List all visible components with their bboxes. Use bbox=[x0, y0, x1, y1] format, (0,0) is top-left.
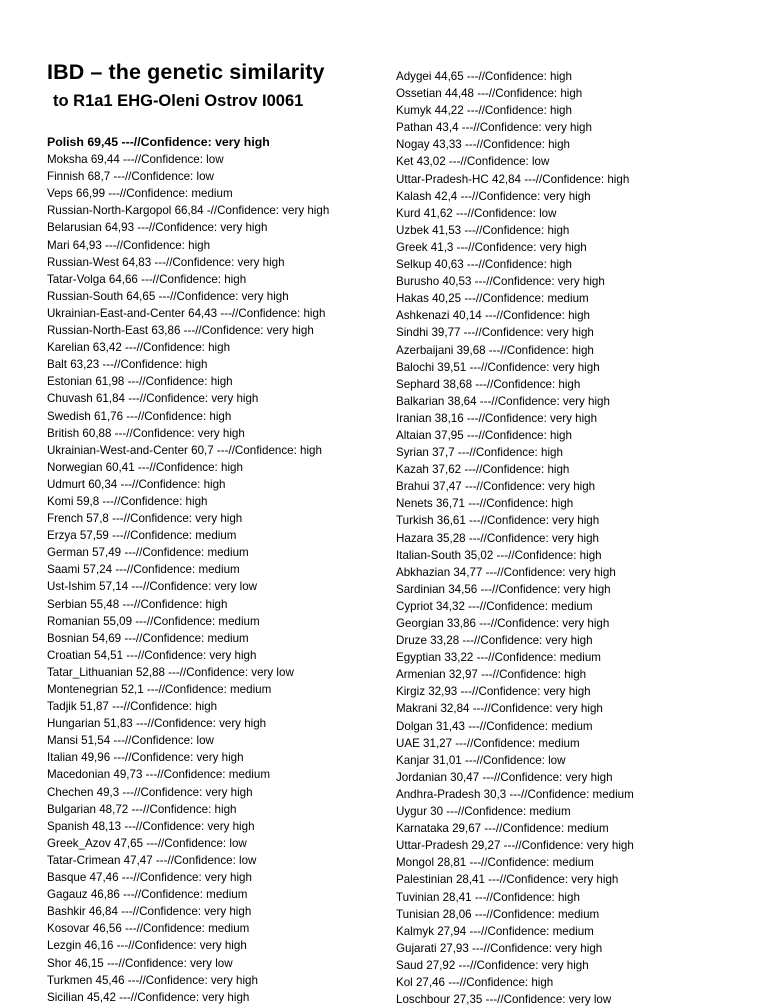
list-item: Russian-South 64,65 ---//Confidence: very high bbox=[47, 289, 289, 303]
list-item: Egyptian 33,22 ---//Confidence: medium bbox=[396, 651, 601, 665]
list-item: Syrian 37,7 ---//Confidence: high bbox=[396, 446, 563, 460]
list-item: Tatar_Lithuanian 52,88 ---//Confidence: very low bbox=[47, 665, 294, 679]
list-item: Romanian 55,09 ---//Confidence: medium bbox=[47, 614, 260, 628]
list-item: Finnish 68,7 ---//Confidence: low bbox=[47, 170, 214, 184]
list-item: Tatar-Volga 64,66 ---//Confidence: high bbox=[47, 272, 247, 286]
list-item: Abkhazian 34,77 ---//Confidence: very high bbox=[396, 565, 616, 579]
list-item: Adygei 44,65 ---//Confidence: high bbox=[396, 70, 572, 83]
list-item: Sindhi 39,77 ---//Confidence: very high bbox=[396, 326, 594, 340]
list-item: Moksha 69,44 ---//Confidence: low bbox=[47, 153, 224, 167]
list-item: Palestinian 28,41 ---//Confidence: very high bbox=[396, 873, 619, 887]
list-item: Loschbour 27,35 ---//Confidence: very low bbox=[396, 993, 612, 1007]
list-item: Italian-South 35,02 ---//Confidence: high bbox=[396, 548, 602, 562]
list-item: Pathan 43,4 ---//Confidence: very high bbox=[396, 121, 592, 135]
list-item: Ashkenazi 40,14 ---//Confidence: high bbox=[396, 309, 590, 323]
list-item: Kosovar 46,56 ---//Confidence: medium bbox=[47, 922, 250, 936]
list-item: Karelian 63,42 ---//Confidence: high bbox=[47, 341, 231, 355]
list-item: Chechen 49,3 ---//Confidence: very high bbox=[47, 785, 253, 799]
list-item: Russian-North-Kargopol 66,84 -//Confidence: very high bbox=[47, 204, 330, 218]
list-item: Greek 41,3 ---//Confidence: very high bbox=[396, 240, 587, 254]
list-item: Kirgiz 32,93 ---//Confidence: very high bbox=[396, 685, 591, 699]
list-item: Belarusian 64,93 ---//Confidence: very high bbox=[47, 221, 268, 235]
list-item: Bashkir 46,84 ---//Confidence: very high bbox=[47, 905, 252, 919]
list-item: Uzbek 41,53 ---//Confidence: high bbox=[396, 223, 570, 237]
list-item: Tadjik 51,87 ---//Confidence: high bbox=[47, 700, 218, 714]
list-item: Shor 46,15 ---//Confidence: very low bbox=[47, 956, 233, 970]
list-item: Kalash 42,4 ---//Confidence: very high bbox=[396, 189, 591, 203]
list-item: Hakas 40,25 ---//Confidence: medium bbox=[396, 292, 589, 306]
list-item: Mongol 28,81 ---//Confidence: medium bbox=[396, 856, 594, 870]
list-item: Turkmen 45,46 ---//Confidence: very high bbox=[47, 973, 258, 987]
list-item: Bulgarian 48,72 ---//Confidence: high bbox=[47, 802, 237, 816]
list-item: Serbian 55,48 ---//Confidence: high bbox=[47, 597, 228, 611]
page-title: IBD – the genetic similarity bbox=[47, 60, 325, 84]
list-item: Ukrainian-East-and-Center 64,43 ---//Confidence: high bbox=[47, 306, 326, 320]
list-item: Kalmyk 27,94 ---//Confidence: medium bbox=[396, 924, 594, 938]
list-item: Kol 27,46 ---//Confidence: high bbox=[396, 975, 554, 989]
list-item: Mari 64,93 ---//Confidence: high bbox=[47, 238, 211, 252]
list-item: Ukrainian-West-and-Center 60,7 ---//Confidence: high bbox=[47, 443, 322, 457]
list-item: Macedonian 49,73 ---//Confidence: medium bbox=[47, 768, 270, 782]
list-item: French 57,8 ---//Confidence: very high bbox=[47, 512, 243, 526]
list-item: Selkup 40,63 ---//Confidence: high bbox=[396, 258, 572, 272]
list-item: Bosnian 54,69 ---//Confidence: medium bbox=[47, 631, 249, 645]
list-item: Croatian 54,51 ---//Confidence: very high bbox=[47, 648, 257, 662]
list-item: Balochi 39,51 ---//Confidence: very high bbox=[396, 360, 600, 374]
list-item: Erzya 57,59 ---//Confidence: medium bbox=[47, 529, 237, 543]
list-item: Georgian 33,86 ---//Confidence: very high bbox=[396, 617, 610, 630]
list-item: Kazah 37,62 ---//Confidence: high bbox=[396, 463, 570, 477]
list-item: Cypriot 34,32 ---//Confidence: medium bbox=[396, 599, 593, 613]
list-item: Uygur 30 ---//Confidence: medium bbox=[396, 805, 571, 819]
list-item: Spanish 48,13 ---//Confidence: very high bbox=[47, 819, 255, 833]
list-item: Balkarian 38,64 ---//Confidence: very high bbox=[396, 394, 610, 408]
list-item: Iranian 38,16 ---//Confidence: very high bbox=[396, 411, 598, 425]
list-item: Veps 66,99 ---//Confidence: medium bbox=[47, 187, 233, 201]
list-item: Sicilian 45,42 ---//Confidence: very high bbox=[47, 990, 250, 1004]
list-item: Tatar-Crimean 47,47 ---//Confidence: low bbox=[47, 853, 257, 867]
list-item: Altaian 37,95 ---//Confidence: high bbox=[396, 428, 572, 442]
list-item: Brahui 37,47 ---//Confidence: very high bbox=[396, 480, 596, 494]
list-item: Turkish 36,61 ---//Confidence: very high bbox=[396, 514, 600, 528]
list-item: Estonian 61,98 ---//Confidence: high bbox=[47, 375, 233, 389]
list-item: Sardinian 34,56 ---//Confidence: very high bbox=[396, 582, 611, 596]
list-item: Udmurt 60,34 ---//Confidence: high bbox=[47, 477, 226, 491]
list-item: Tunisian 28,06 ---//Confidence: medium bbox=[396, 907, 600, 921]
list-item: Mansi 51,54 ---//Confidence: low bbox=[47, 734, 214, 748]
right-population-list bbox=[396, 68, 634, 1008]
list-item: Chuvash 61,84 ---//Confidence: very high bbox=[47, 392, 259, 406]
list-item: Sephard 38,68 ---//Confidence: high bbox=[396, 377, 581, 391]
list-item: Gujarati 27,93 ---//Confidence: very high bbox=[396, 941, 603, 955]
list-item: Russian-West 64,83 ---//Confidence: very high bbox=[47, 255, 285, 269]
list-item: German 57,49 ---//Confidence: medium bbox=[47, 546, 249, 560]
list-item: Lezgin 46,16 ---//Confidence: very high bbox=[47, 939, 247, 953]
list-item: Burusho 40,53 ---//Confidence: very high bbox=[396, 275, 605, 289]
list-item: Andhra-Pradesh 30,3 ---//Confidence: medium bbox=[396, 787, 634, 801]
list-item: Uttar-Pradesh 29,27 ---//Confidence: very high bbox=[396, 839, 634, 853]
list-item: Gagauz 46,86 ---//Confidence: medium bbox=[47, 888, 248, 902]
list-item: Ossetian 44,48 ---//Confidence: high bbox=[396, 87, 583, 101]
list-item: Azerbaijani 39,68 ---//Confidence: high bbox=[396, 343, 594, 357]
list-item: Balt 63,23 ---//Confidence: high bbox=[47, 358, 208, 372]
list-item: Dolgan 31,43 ---//Confidence: medium bbox=[396, 719, 593, 733]
list-item: Armenian 32,97 ---//Confidence: high bbox=[396, 668, 587, 682]
list-item: Montenegrian 52,1 ---//Confidence: medium bbox=[47, 683, 272, 696]
list-item: British 60,88 ---//Confidence: very high bbox=[47, 426, 245, 440]
list-item: Jordanian 30,47 ---//Confidence: very high bbox=[396, 770, 613, 784]
list-item: Komi 59,8 ---//Confidence: high bbox=[47, 494, 208, 508]
list-item: Hazara 35,28 ---//Confidence: very high bbox=[396, 531, 599, 545]
list-item: Polish 69,45 ---//Confidence: very high bbox=[47, 135, 270, 149]
list-item: UAE 31,27 ---//Confidence: medium bbox=[396, 736, 580, 750]
page-subtitle: to R1a1 EHG-Oleni Ostrov I0061 bbox=[53, 92, 304, 110]
list-item: Nenets 36,71 ---//Confidence: high bbox=[396, 497, 574, 511]
list-item: Karnataka 29,67 ---//Confidence: medium bbox=[396, 822, 609, 836]
list-item: Saud 27,92 ---//Confidence: very high bbox=[396, 958, 589, 972]
list-item: Basque 47,46 ---//Confidence: very high bbox=[47, 871, 252, 885]
list-item: Ket 43,02 ---//Confidence: low bbox=[396, 155, 550, 169]
list-item: Russian-North-East 63,86 ---//Confidence: very high bbox=[47, 324, 314, 338]
list-item: Tuvinian 28,41 ---//Confidence: high bbox=[396, 890, 580, 904]
list-item: Nogay 43,33 ---//Confidence: high bbox=[396, 138, 571, 152]
list-item: Saami 57,24 ---//Confidence: medium bbox=[47, 563, 240, 577]
list-item: Kumyk 44,22 ---//Confidence: high bbox=[396, 104, 572, 118]
list-item: Druze 33,28 ---//Confidence: very high bbox=[396, 634, 593, 648]
list-item: Hungarian 51,83 ---//Confidence: very high bbox=[47, 717, 267, 731]
list-item: Greek_Azov 47,65 ---//Confidence: low bbox=[47, 836, 247, 850]
list-item: Norwegian 60,41 ---//Confidence: high bbox=[47, 460, 243, 474]
list-item: Ust-Ishim 57,14 ---//Confidence: very low bbox=[47, 580, 258, 594]
list-item: Swedish 61,76 ---//Confidence: high bbox=[47, 409, 232, 423]
list-item: Kanjar 31,01 ---//Confidence: low bbox=[396, 753, 566, 767]
list-item: Kurd 41,62 ---//Confidence: low bbox=[396, 206, 557, 220]
list-item: Italian 49,96 ---//Confidence: very high bbox=[47, 751, 244, 765]
list-item: Uttar-Pradesh-HC 42,84 ---//Confidence: high bbox=[396, 172, 630, 186]
list-item: Makrani 32,84 ---//Confidence: very high bbox=[396, 702, 603, 716]
left-population-list bbox=[47, 134, 329, 1006]
